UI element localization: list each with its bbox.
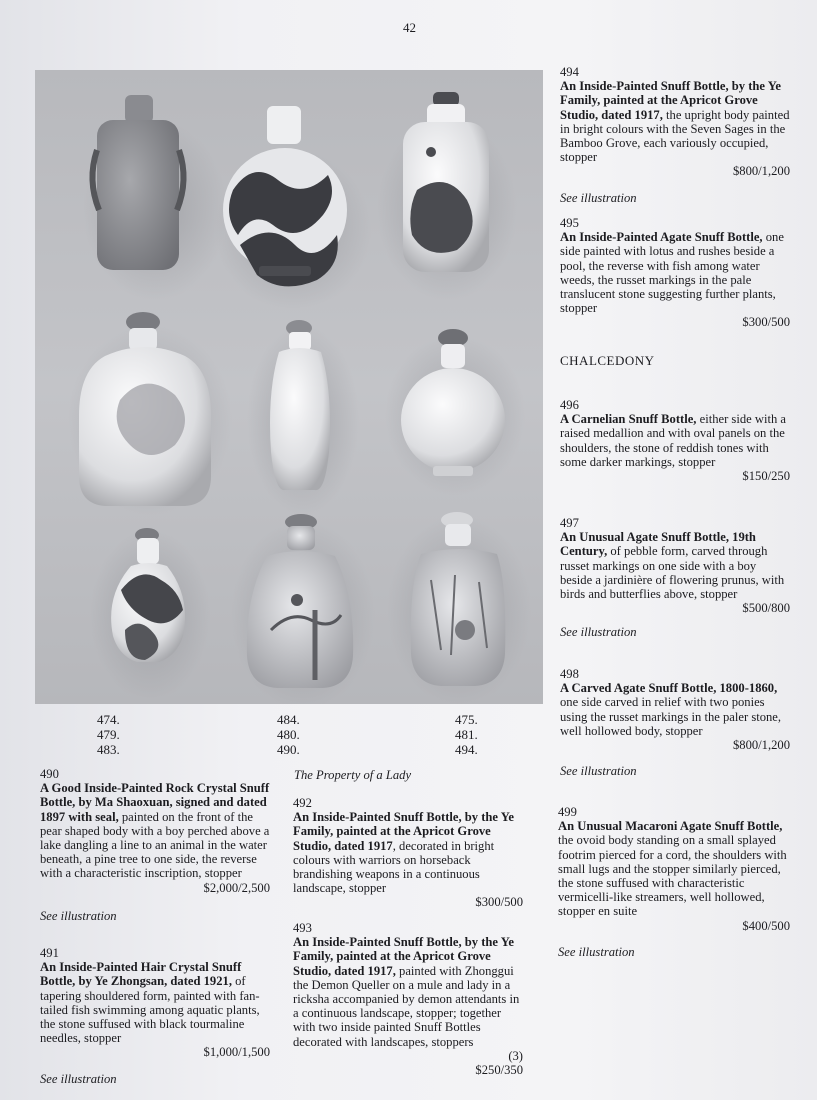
lot-description: painted on the front of the pear shaped body with a boy perched above a lake dangling a line to an animal in the water beneath, a pine tree to one side, the reverse with a characteristic inscription, stopper: [40, 809, 270, 881]
bottle-480: [247, 320, 359, 515]
lot-estimate: $2,000/2,500: [203, 880, 270, 895]
lot-description: the upright body painted in bright colours with the Seven Sages in the Bamboo Grove, each variously occupied, stopper: [560, 107, 790, 165]
bottle-484: [215, 106, 371, 310]
lot-estimate: $800/1,200: [732, 738, 790, 753]
lot-498: [560, 667, 790, 778]
see-illustration-note: See illustration: [40, 1071, 117, 1086]
lot-491: [40, 946, 270, 1086]
lot-496: [560, 398, 790, 483]
lot-title: A Good Inside-Painted Rock Crystal Snuff Bottle, by Ma Shaoxuan, signed and dated 1897 with seal,: [40, 781, 270, 824]
lot-estimate: $800/1,200: [732, 164, 790, 179]
lot-description: , decorated in bright colours with warriors on horseback brandishing weapons in a continuous landscape, stopper: [293, 838, 495, 896]
lot-estimate: $300/500: [475, 895, 523, 910]
page-number: 42: [403, 20, 416, 35]
lot-estimate: $400/500: [742, 918, 790, 933]
see-illustration-note: See illustration: [558, 944, 635, 959]
snuff-bottle-plate: [35, 70, 543, 704]
lot-description: of pebble form, carved through russet markings on one side with a boy beside a jardinière of flowering prunus, with birds and butterflies above, stopper: [560, 544, 785, 602]
lot-description: of tapering shouldered form, painted with fan-tailed fish swimming among aquatic plants, the stone suffused with black tourmaline needles, stopper: [40, 974, 260, 1046]
lot-number: 490: [40, 767, 59, 781]
lot-title: An Inside-Painted Snuff Bottle, by the Ye Family, painted at the Apricot Grove Studio, dated 1917,: [560, 79, 781, 122]
bottle-479: [68, 312, 232, 515]
lot-494: [560, 65, 790, 205]
bottle-483: [90, 528, 210, 700]
lot-title: A Carnelian Snuff Bottle,: [560, 412, 697, 427]
lot-estimate: $300/500: [742, 315, 790, 330]
caption-474: 474.: [97, 712, 120, 727]
lot-499: [558, 805, 790, 959]
lot-490: [40, 767, 270, 923]
lot-title: An Inside-Painted Hair Crystal Snuff Bottle, by Ye Zhongsan, dated 1921,: [40, 960, 242, 989]
lot-number: 491: [40, 946, 59, 960]
lot-493: [293, 921, 523, 1077]
lot-estimate: $150/250: [742, 469, 790, 484]
lot-number: 498: [560, 667, 579, 681]
lot-title: An Unusual Agate Snuff Bottle, 19th Century,: [560, 530, 756, 559]
caption-479: 479.: [97, 727, 120, 742]
caption-483: 483.: [97, 742, 120, 757]
caption-475: 475.: [455, 712, 478, 727]
lot-quantity: (3): [508, 1048, 523, 1063]
lot-description: the ovoid body standing on a small splayed footrim pierced for a cord, the shoulders with small lugs and the stopper similarly pierced, the stone suffused with characteristic vermicelli-like streamers, well hollowed, stopper en suite: [558, 833, 787, 919]
property-line: The Property of a Lady: [294, 768, 412, 782]
lot-description: one side painted with lotus and rushes beside a pool, the reverse with fish among water weeds, the russet markings in the pale translucent stone suggesting further plants, stopper: [560, 230, 784, 316]
lot-492: [293, 796, 523, 910]
bottle-490: [231, 514, 375, 704]
lot-estimate: $500/800: [742, 601, 790, 616]
lot-title: An Unusual Macaroni Agate Snuff Bottle,: [558, 819, 783, 834]
bottle-474: [83, 95, 227, 300]
lot-number: 499: [558, 805, 577, 819]
lot-title: An Inside-Painted Snuff Bottle, by the Ye Family, painted at the Apricot Grove Studio, dated 1917,: [293, 935, 514, 978]
lot-number: 492: [293, 796, 312, 810]
lot-title: An Inside-Painted Agate Snuff Bottle,: [560, 230, 763, 245]
lot-number: 497: [560, 516, 579, 530]
lot-number: 496: [560, 398, 579, 412]
lot-description: one side carved in relief with two ponies using the russet markings in the paler stone, well hollowed body, stopper: [560, 695, 782, 738]
bottle-481: [385, 329, 525, 495]
caption-481: 481.: [455, 727, 478, 742]
bottle-494: [387, 512, 531, 704]
caption-480: 480.: [277, 727, 300, 742]
lot-estimate: $1,000/1,500: [203, 1045, 270, 1060]
caption-490: 490.: [277, 742, 300, 757]
lot-estimate: (3) $250/350: [475, 1048, 523, 1078]
snuff-bottle-photograph: [35, 70, 543, 704]
lot-number: 494: [560, 65, 579, 79]
caption-484: 484.: [277, 712, 300, 727]
see-illustration-note: See illustration: [560, 190, 637, 205]
lot-495: [560, 216, 790, 330]
caption-494: 494.: [455, 742, 478, 757]
lot-description: either side with a raised medallion and with oval panels on the shoulders, the stone of reddish tones with some darker markings, stopper: [560, 412, 786, 469]
lot-number: 495: [560, 216, 579, 230]
lot-title: A Carved Agate Snuff Bottle, 1800-1860,: [560, 681, 778, 696]
lot-description: painted with Zhonggui the Demon Queller on a mule and lady in a ricksha accompanied by demon attendants in a continuous landscape, stopper; together with two inside painted Snuff Bottles decorated with landscapes, stoppers: [293, 963, 520, 1049]
see-illustration-note: See illustration: [560, 764, 637, 779]
lot-number: 493: [293, 921, 312, 935]
lot-497: [560, 516, 790, 640]
lot-title: An Inside-Painted Snuff Bottle, by the Ye Family, painted at the Apricot Grove Studio, dated 1917: [293, 810, 514, 853]
bottle-475: [377, 92, 517, 300]
section-heading-chalcedony: CHALCEDONY: [560, 353, 655, 368]
see-illustration-note: See illustration: [560, 625, 637, 640]
see-illustration-note: See illustration: [40, 908, 117, 923]
